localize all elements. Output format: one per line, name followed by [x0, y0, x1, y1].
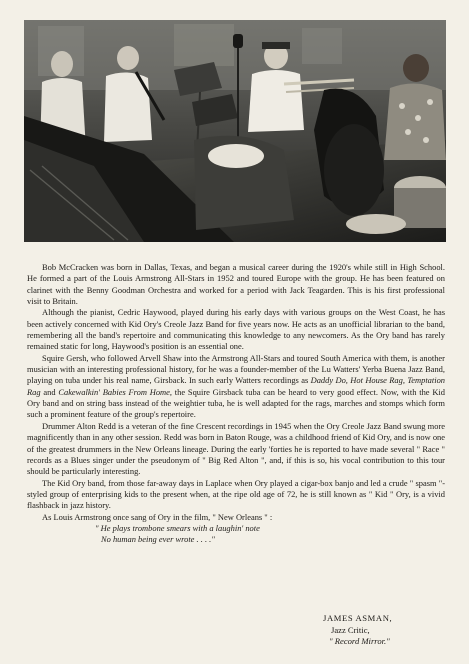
band-recording-photo	[24, 20, 446, 242]
paragraph-gersh	[27, 353, 445, 421]
record-titles-2: Cakewalkin' Babies From Home	[58, 386, 170, 397]
article-body	[27, 262, 445, 546]
author-publication: " Record Mirror."	[329, 636, 390, 647]
paragraph-haywood: Although the pianist, Cedric Haywood, played during his early days with various groups on the West Coast, he has been actively concerned with Kid Ory's Creole Jazz Band for five years now. He acts as an unofficial librarian to the band, remembering all the band's repertoire and communicating this knowledge to any newcomers. As the Ory band has rarely remained static for long, Haywood's position is an essential one.	[27, 307, 445, 352]
author-name: JAMES ASMAN,	[323, 613, 393, 623]
author-role: Jazz Critic,	[331, 624, 370, 635]
song-quote	[27, 523, 445, 546]
record-titles-1: Daddy Do, Hot House Rag, Temptation Rag	[27, 375, 446, 397]
paragraph-gersh-text-a: Squire Gersh, who followed Arvell Shaw into the Armstrong All-Stars and toured South America with them, is another musician with an interesting professional history, for he was a founder-member of the Lu Watters' Yerba Buena Jazz Band, playing on tuba under his real name, Girsback. In such early Watters recordings as	[27, 352, 445, 386]
paragraph-armstrong-intro: As Louis Armstrong once sang of Ory in the film, " New Orleans " :	[42, 511, 273, 522]
paragraph-gersh-text-b: , the Squire Girsback tuba can be heard to very good effect. Now, with the Kid Ory band and on string bass instead of the weightier tuba, he is well adapted for the rags, marches and stomps which form such a prominent feature of the group's repertoire.	[27, 386, 445, 420]
paragraph-ory-band: The Kid Ory band, from those far-away days in Laplace when Ory played a cigar-box banjo and led a crude " spasm "-styled group of enterprising kids to the present when, at the ripe old age of 72, he is still known as " Kid " Ory, is a vivid flashback in jazz history.	[27, 477, 445, 511]
paragraph-redd: Drummer Alton Redd is a veteran of the fine Crescent recordings in 1945 when the Ory Creole Jazz Band swung more magnificently than in any other session. Redd was born in Baton Rouge, was a childhood friend of Kid Ory, and is now one of the greatest drummers in the New Orleans lineage. During the early 'forties he is reported to have made several " Race " records as a Blues singer under the pseudonym of " Big Red Alton ", and, if this is so, his vocal contribution to this tour should be particularly interesting.	[27, 420, 445, 477]
paragraph-mccracken: Bob McCracken was born in Dallas, Texas, and began a musical career during the 1920's while still in High School. He formed a part of the Louis Armstrong All-Stars in 1952 and toured Europe with the group. He has been featured on clarinet with the Benny Goodman Orchestra and worked for a period with Jack Teagarden. This is his first professional visit to Britain.	[27, 262, 445, 307]
paragraph-gersh-and: and	[40, 386, 59, 397]
song-quote-line-2: No human being ever wrote . . . ."	[101, 534, 215, 545]
author-signature	[323, 613, 443, 648]
song-quote-line-1: " He plays trombone smears with a laughin' note	[95, 522, 260, 533]
